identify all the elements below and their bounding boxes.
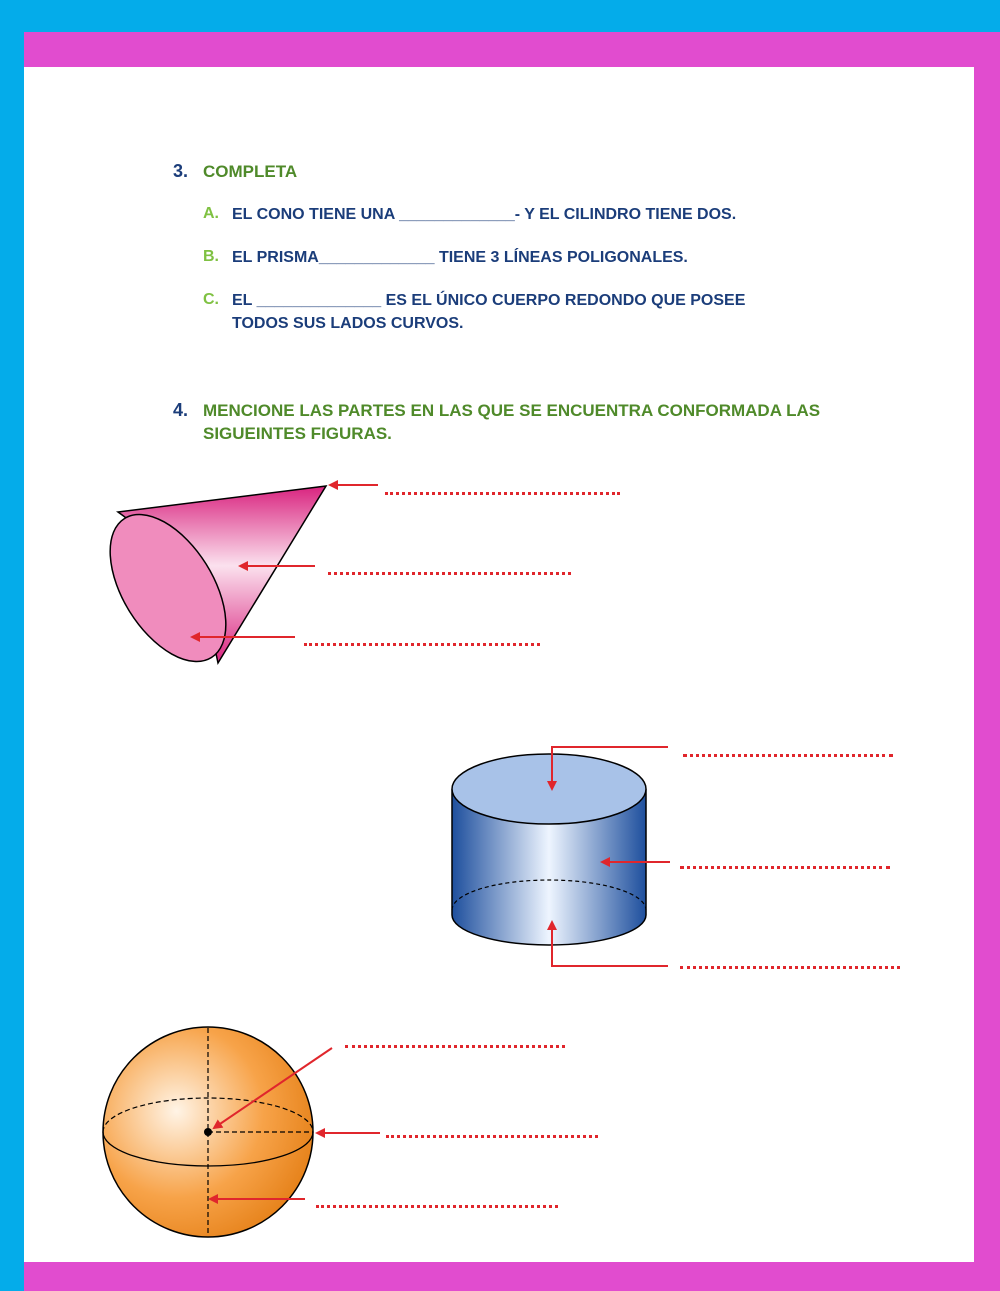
item-b-text: EL PRISMA_____________ TIENE 3 LÍNEAS POLIGONALES. xyxy=(232,249,688,266)
question-4-number: 4. xyxy=(173,400,189,420)
item-c-text-line2: TODOS SUS LADOS CURVOS. xyxy=(232,315,464,332)
sphere-answer-line-1[interactable] xyxy=(345,1045,565,1048)
cylinder-answer-line-1[interactable] xyxy=(683,754,893,757)
cylinder-figure xyxy=(452,747,670,966)
cone-figure xyxy=(86,485,378,681)
question-3-title: COMPLETA xyxy=(203,162,298,181)
cone-answer-line-3[interactable] xyxy=(304,643,540,646)
item-b-letter: B. xyxy=(203,248,219,265)
cylinder-answer-line-2[interactable] xyxy=(680,866,890,869)
item-a-letter: A. xyxy=(203,205,219,222)
sphere-center-point xyxy=(204,1128,212,1136)
question-3-number: 3. xyxy=(173,161,189,181)
question-4-title-line1: MENCIONE LAS PARTES EN LAS QUE SE ENCUENTRA CONFORMADA LAS xyxy=(203,401,821,420)
sphere-answer-line-3[interactable] xyxy=(316,1205,558,1208)
cone-answer-line-2[interactable] xyxy=(328,572,571,575)
cylinder-top-base xyxy=(452,754,646,824)
item-c-letter: C. xyxy=(203,291,219,308)
item-a-text: EL CONO TIENE UNA _____________- Y EL CILINDRO TIENE DOS. xyxy=(232,206,737,223)
cylinder-answer-line-3[interactable] xyxy=(680,966,900,969)
question-4-title-line2: SIGUEINTES FIGURAS. xyxy=(203,424,392,443)
cone-answer-line-1[interactable] xyxy=(385,492,620,495)
item-c-text-line1: EL ______________ ES EL ÚNICO CUERPO REDONDO QUE POSEE xyxy=(232,292,746,309)
sphere-answer-line-2[interactable] xyxy=(386,1135,598,1138)
